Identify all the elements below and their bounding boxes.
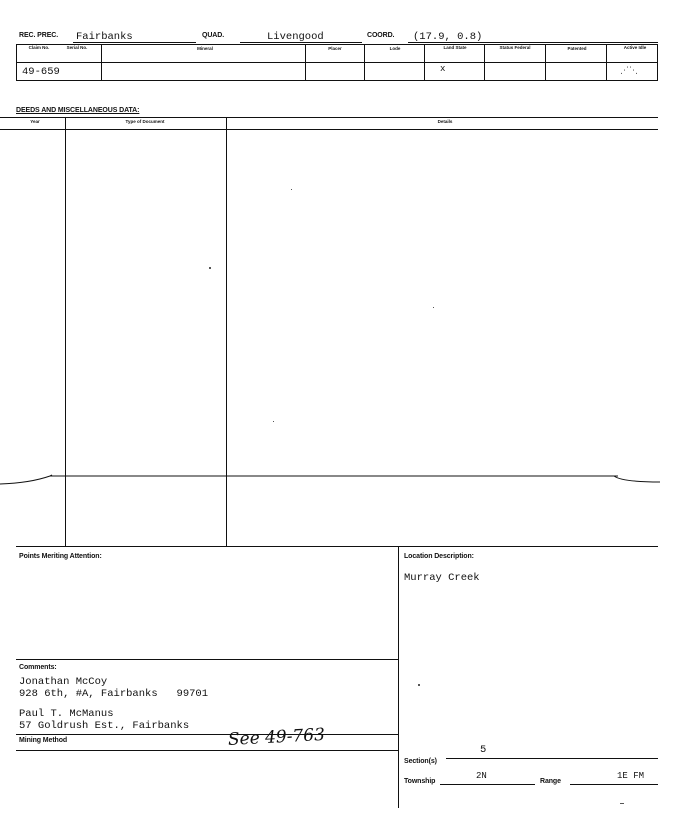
speck (433, 307, 434, 308)
quad-label: QUAD. (202, 32, 225, 39)
section-underline (446, 758, 658, 759)
header-underline (73, 42, 196, 43)
speck (291, 189, 292, 190)
location-description-value: Murray Creek (404, 572, 480, 584)
range-label: Range (540, 778, 561, 785)
speck (273, 421, 274, 422)
col-active-idle: Active Idle (623, 45, 647, 50)
bottom-section-divider (398, 546, 399, 808)
comments-line: 57 Goldrush Est., Fairbanks (19, 720, 190, 732)
coord-value: (17.9, 0.8) (413, 31, 483, 43)
range-underline (570, 784, 658, 785)
comments-label: Comments: (19, 664, 57, 671)
header-underline (240, 42, 362, 43)
col-claim-no: Claim No. (28, 45, 50, 50)
section-label: Section(s) (404, 758, 437, 765)
col-details: Details (437, 119, 453, 124)
comments-line: Jonathan McCoy (19, 676, 108, 688)
speck (418, 684, 420, 686)
section-value: 5 (480, 744, 487, 756)
header-underline (408, 42, 658, 43)
col-year: Year (30, 119, 40, 124)
comments-top-line (16, 659, 398, 660)
township-underline (440, 784, 535, 785)
col-placer: Placer (328, 46, 342, 51)
speck (209, 267, 211, 269)
mining-method-label: Mining Method (19, 737, 68, 744)
col-patented: Patented (567, 46, 587, 51)
rec-prec-value: Fairbanks (76, 31, 133, 43)
mining-method-bottom-line (16, 750, 398, 751)
rec-prec-label: REC. PREC. (19, 32, 59, 39)
col-lode: Lode (389, 46, 401, 51)
col-mineral: Mineral (197, 46, 213, 51)
col-land-state: Land State (443, 45, 467, 50)
claim-number-value: 49-659 (22, 66, 60, 78)
active-idle-mark: ⋰⋱ (620, 66, 638, 76)
township-label: Township (404, 778, 436, 785)
col-serial-no: Serial No. (66, 45, 88, 50)
handwritten-see-note: See 49-763 (227, 724, 326, 750)
speck (620, 803, 624, 804)
fold-line (0, 470, 678, 494)
township-value: 2N (476, 771, 487, 781)
mining-method-top-line (16, 734, 398, 735)
range-value: 1E FM (617, 771, 645, 781)
land-state-value: x (440, 64, 446, 74)
comments-line: Paul T. McManus (19, 708, 114, 720)
col-type-of-document: Type of Document (125, 119, 165, 124)
comments-line: 928 6th, #A, Fairbanks 99701 (19, 688, 209, 700)
col-status-federal: Status Federal (499, 45, 531, 50)
deeds-title: DEEDS AND MISCELLANEOUS DATA: (16, 107, 140, 114)
points-meriting-attention-label: Points Meriting Attention: (19, 553, 102, 560)
location-description-label: Location Description: (404, 553, 474, 560)
quad-value: Livengood (267, 31, 324, 43)
coord-label: COORD. (367, 32, 395, 39)
bottom-section-top-line (16, 546, 658, 547)
